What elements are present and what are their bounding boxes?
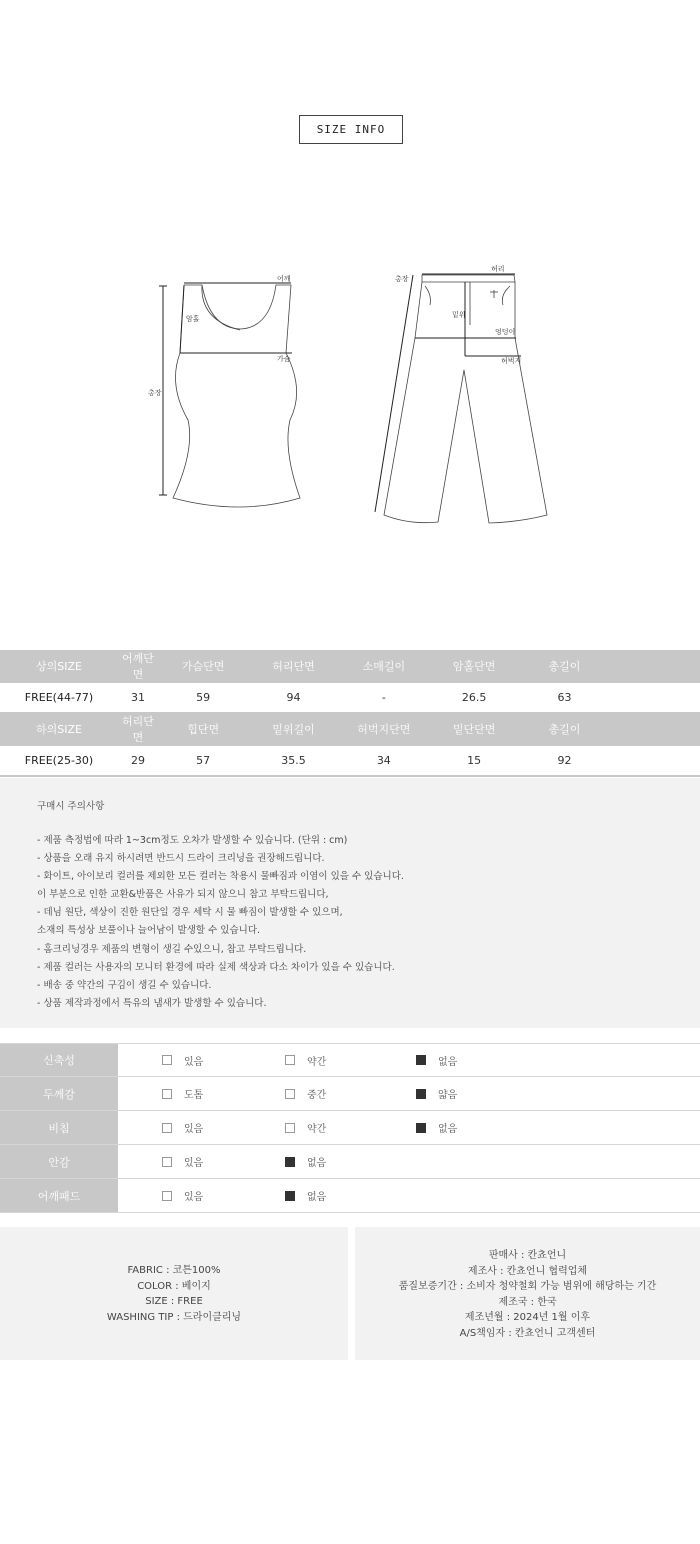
notice-line: - 화이트, 아이보리 컬러를 제외한 모든 컬러는 착용시 물빠짐과 이염이 있을 수 있습니다. — [37, 871, 404, 883]
bottom-size-value-row — [0, 746, 700, 776]
empty-box-icon[interactable] — [162, 1191, 172, 1201]
option-choice[interactable] — [162, 1077, 203, 1110]
checked-box-icon[interactable] — [416, 1055, 426, 1065]
table-header-cell: 총길이 — [519, 713, 609, 746]
seller-info-panel — [355, 1227, 700, 1360]
table-cell: 57 — [158, 746, 248, 776]
table-header-cell: 가슴단면 — [158, 650, 248, 683]
seller-info-line: 판매사 : 칸쵸언니 — [488, 1250, 567, 1261]
size-table — [0, 650, 700, 776]
option-row — [0, 1145, 700, 1179]
table-cell: 63 — [519, 683, 609, 713]
option-choice-label: 중간 — [307, 1090, 327, 1101]
notice-line: 이 부분으로 인한 교환&반품은 사유가 되지 않으니 참고 부탁드립니다, — [37, 889, 329, 901]
table-header-cell: 상의SIZE — [0, 650, 118, 683]
label-hip: 엉덩이 — [495, 328, 516, 336]
option-row — [0, 1043, 700, 1077]
fabric-info-line: FABRIC : 코튼100% — [127, 1265, 221, 1276]
size-info-title: SIZE INFO — [299, 115, 403, 144]
fabric-info-line: SIZE : FREE — [145, 1296, 203, 1307]
table-cell: 94 — [248, 683, 338, 713]
table-cell: FREE(44-77) — [0, 683, 118, 713]
option-choice[interactable] — [162, 1111, 203, 1144]
seller-info-line: 제조사 : 칸쵸언니 협력업체 — [467, 1265, 588, 1277]
table-cell: 59 — [158, 683, 248, 713]
seller-info-line: 품질보증기간 : 소비자 청약철회 가능 범위에 해당하는 기간 — [398, 1281, 657, 1292]
bottom-size-header-row — [0, 713, 700, 746]
table-cell: FREE(25-30) — [0, 746, 118, 776]
option-row — [0, 1111, 700, 1145]
notice-line: - 홈크리닝경우 제품의 변형이 생길 수있으니, 참고 부탁드립니다. — [37, 943, 307, 955]
option-choice[interactable] — [162, 1044, 203, 1076]
top-size-value-row — [0, 683, 700, 713]
table-header-cell: 허리단면 — [248, 650, 338, 683]
option-choice[interactable] — [162, 1179, 203, 1212]
table-header-cell: 하의SIZE — [0, 713, 118, 746]
option-choice-label: 약간 — [307, 1056, 327, 1068]
empty-box-icon[interactable] — [285, 1123, 295, 1133]
notice-line: - 제품 측정법에 따라 1~3cm정도 오차가 발생할 수 있습니다. (단위 : cm) — [37, 835, 348, 846]
option-label: 안감 — [0, 1145, 118, 1178]
empty-box-icon[interactable] — [285, 1089, 295, 1099]
checked-box-icon[interactable] — [416, 1123, 426, 1133]
option-choice[interactable] — [285, 1111, 326, 1144]
notice-line: - 배송 중 약간의 구김이 생길 수 있습니다. — [37, 979, 212, 991]
checked-box-icon[interactable] — [285, 1157, 295, 1167]
label-waist: 허리 — [491, 265, 505, 273]
seller-info-line: 제조년월 : 2024년 1월 이후 — [464, 1312, 591, 1323]
fabric-info-line: WASHING TIP : 드라이클리닝 — [106, 1311, 242, 1323]
label-top-length: 총장 — [148, 389, 162, 397]
option-choice[interactable] — [285, 1145, 326, 1178]
option-choice-label: 없음 — [307, 1192, 327, 1203]
table-header-cell: 밑단단면 — [429, 713, 519, 746]
table-cell: 31 — [118, 683, 158, 713]
notice-line: - 상품을 오래 유지 하시려면 반드시 드라이 크리닝을 권장해드립니다. — [37, 853, 325, 865]
option-choice[interactable] — [416, 1044, 457, 1076]
notice-line: - 데님 원단, 색상이 진한 원단일 경우 세탁 시 물 빠짐이 발생할 수 있으며, — [37, 907, 343, 919]
table-header-cell: 밑위길이 — [248, 713, 338, 746]
notice-list — [37, 832, 404, 1013]
label-shoulder: 어깨 — [277, 275, 291, 283]
table-header-cell: 총길이 — [519, 650, 609, 683]
empty-box-icon[interactable] — [162, 1089, 172, 1099]
option-choice-label: 있음 — [184, 1056, 204, 1068]
seller-info-line: 제조국 : 한국 — [498, 1296, 557, 1308]
table-header-cell: 소매길이 — [339, 650, 429, 683]
notice-line: - 상품 제작과정에서 특유의 냄새가 발생할 수 있습니다. — [37, 997, 267, 1009]
option-label: 비침 — [0, 1111, 118, 1144]
option-choice[interactable] — [285, 1077, 326, 1110]
table-cell: 15 — [429, 746, 519, 776]
option-choice-label: 없음 — [438, 1056, 458, 1068]
table-header-cell: 허리단면 — [118, 713, 158, 746]
option-choice-label: 있음 — [184, 1192, 204, 1203]
option-choice-label: 없음 — [307, 1158, 327, 1169]
fabric-info-line: COLOR : 베이지 — [137, 1280, 211, 1292]
option-choice[interactable] — [285, 1044, 326, 1076]
table-cell: - — [339, 683, 429, 713]
table-cell: 29 — [118, 746, 158, 776]
seller-info-line: A/S책임자 : 칸쵸언니 고객센터 — [459, 1327, 596, 1339]
option-choice[interactable] — [162, 1145, 203, 1178]
option-choice-label: 있음 — [184, 1158, 204, 1169]
table-cell: 34 — [339, 746, 429, 776]
empty-box-icon[interactable] — [162, 1055, 172, 1065]
label-armhole: 암홀 — [186, 315, 200, 323]
label-pants-length: 총장 — [395, 275, 409, 283]
notice-line: - 제품 컬러는 사용자의 모니터 환경에 따라 실제 색상과 다소 차이가 있을 수 있습니다. — [37, 961, 395, 973]
option-choice-label: 없음 — [438, 1124, 458, 1135]
table-cell: 92 — [519, 746, 609, 776]
size-diagram — [0, 250, 700, 540]
table-header-cell: 어깨단면 — [118, 650, 158, 683]
option-label: 어깨패드 — [0, 1179, 118, 1212]
pants-measure-lines — [375, 274, 521, 512]
option-choice[interactable] — [285, 1179, 326, 1212]
empty-box-icon[interactable] — [162, 1157, 172, 1167]
table-cell: 35.5 — [248, 746, 338, 776]
label-chest: 가슴 — [277, 355, 291, 363]
option-row — [0, 1077, 700, 1111]
top-size-header-row — [0, 650, 700, 683]
table-header-cell: 힙단면 — [158, 713, 248, 746]
option-choice[interactable] — [416, 1111, 457, 1144]
table-cell: 26.5 — [429, 683, 519, 713]
checked-box-icon[interactable] — [416, 1089, 426, 1099]
option-choice[interactable] — [416, 1077, 457, 1110]
notice-title: 구매시 주의사항 — [37, 801, 105, 812]
option-label: 두께감 — [0, 1077, 118, 1110]
checked-box-icon[interactable] — [285, 1191, 295, 1201]
option-choice-label: 약간 — [307, 1124, 327, 1135]
option-choice-label: 얇음 — [438, 1090, 458, 1101]
empty-box-icon[interactable] — [285, 1055, 295, 1065]
option-choice-label: 도톰 — [184, 1090, 204, 1101]
table-header-cell: 암홀단면 — [429, 650, 519, 683]
table-header-cell: 허벅지단면 — [339, 713, 429, 746]
option-row — [0, 1179, 700, 1213]
option-label: 신축성 — [0, 1044, 118, 1076]
label-thigh: 허벅지 — [501, 357, 522, 365]
empty-box-icon[interactable] — [162, 1123, 172, 1133]
option-choice-label: 있음 — [184, 1124, 204, 1135]
notice-line: 소재의 특성상 보풀이나 늘어남이 발생할 수 있습니다. — [37, 925, 261, 937]
top-measure-lines — [159, 283, 292, 495]
fabric-info-panel — [0, 1227, 348, 1360]
fabric-options-table — [0, 1043, 700, 1213]
label-rise: 밑위 — [452, 311, 466, 319]
